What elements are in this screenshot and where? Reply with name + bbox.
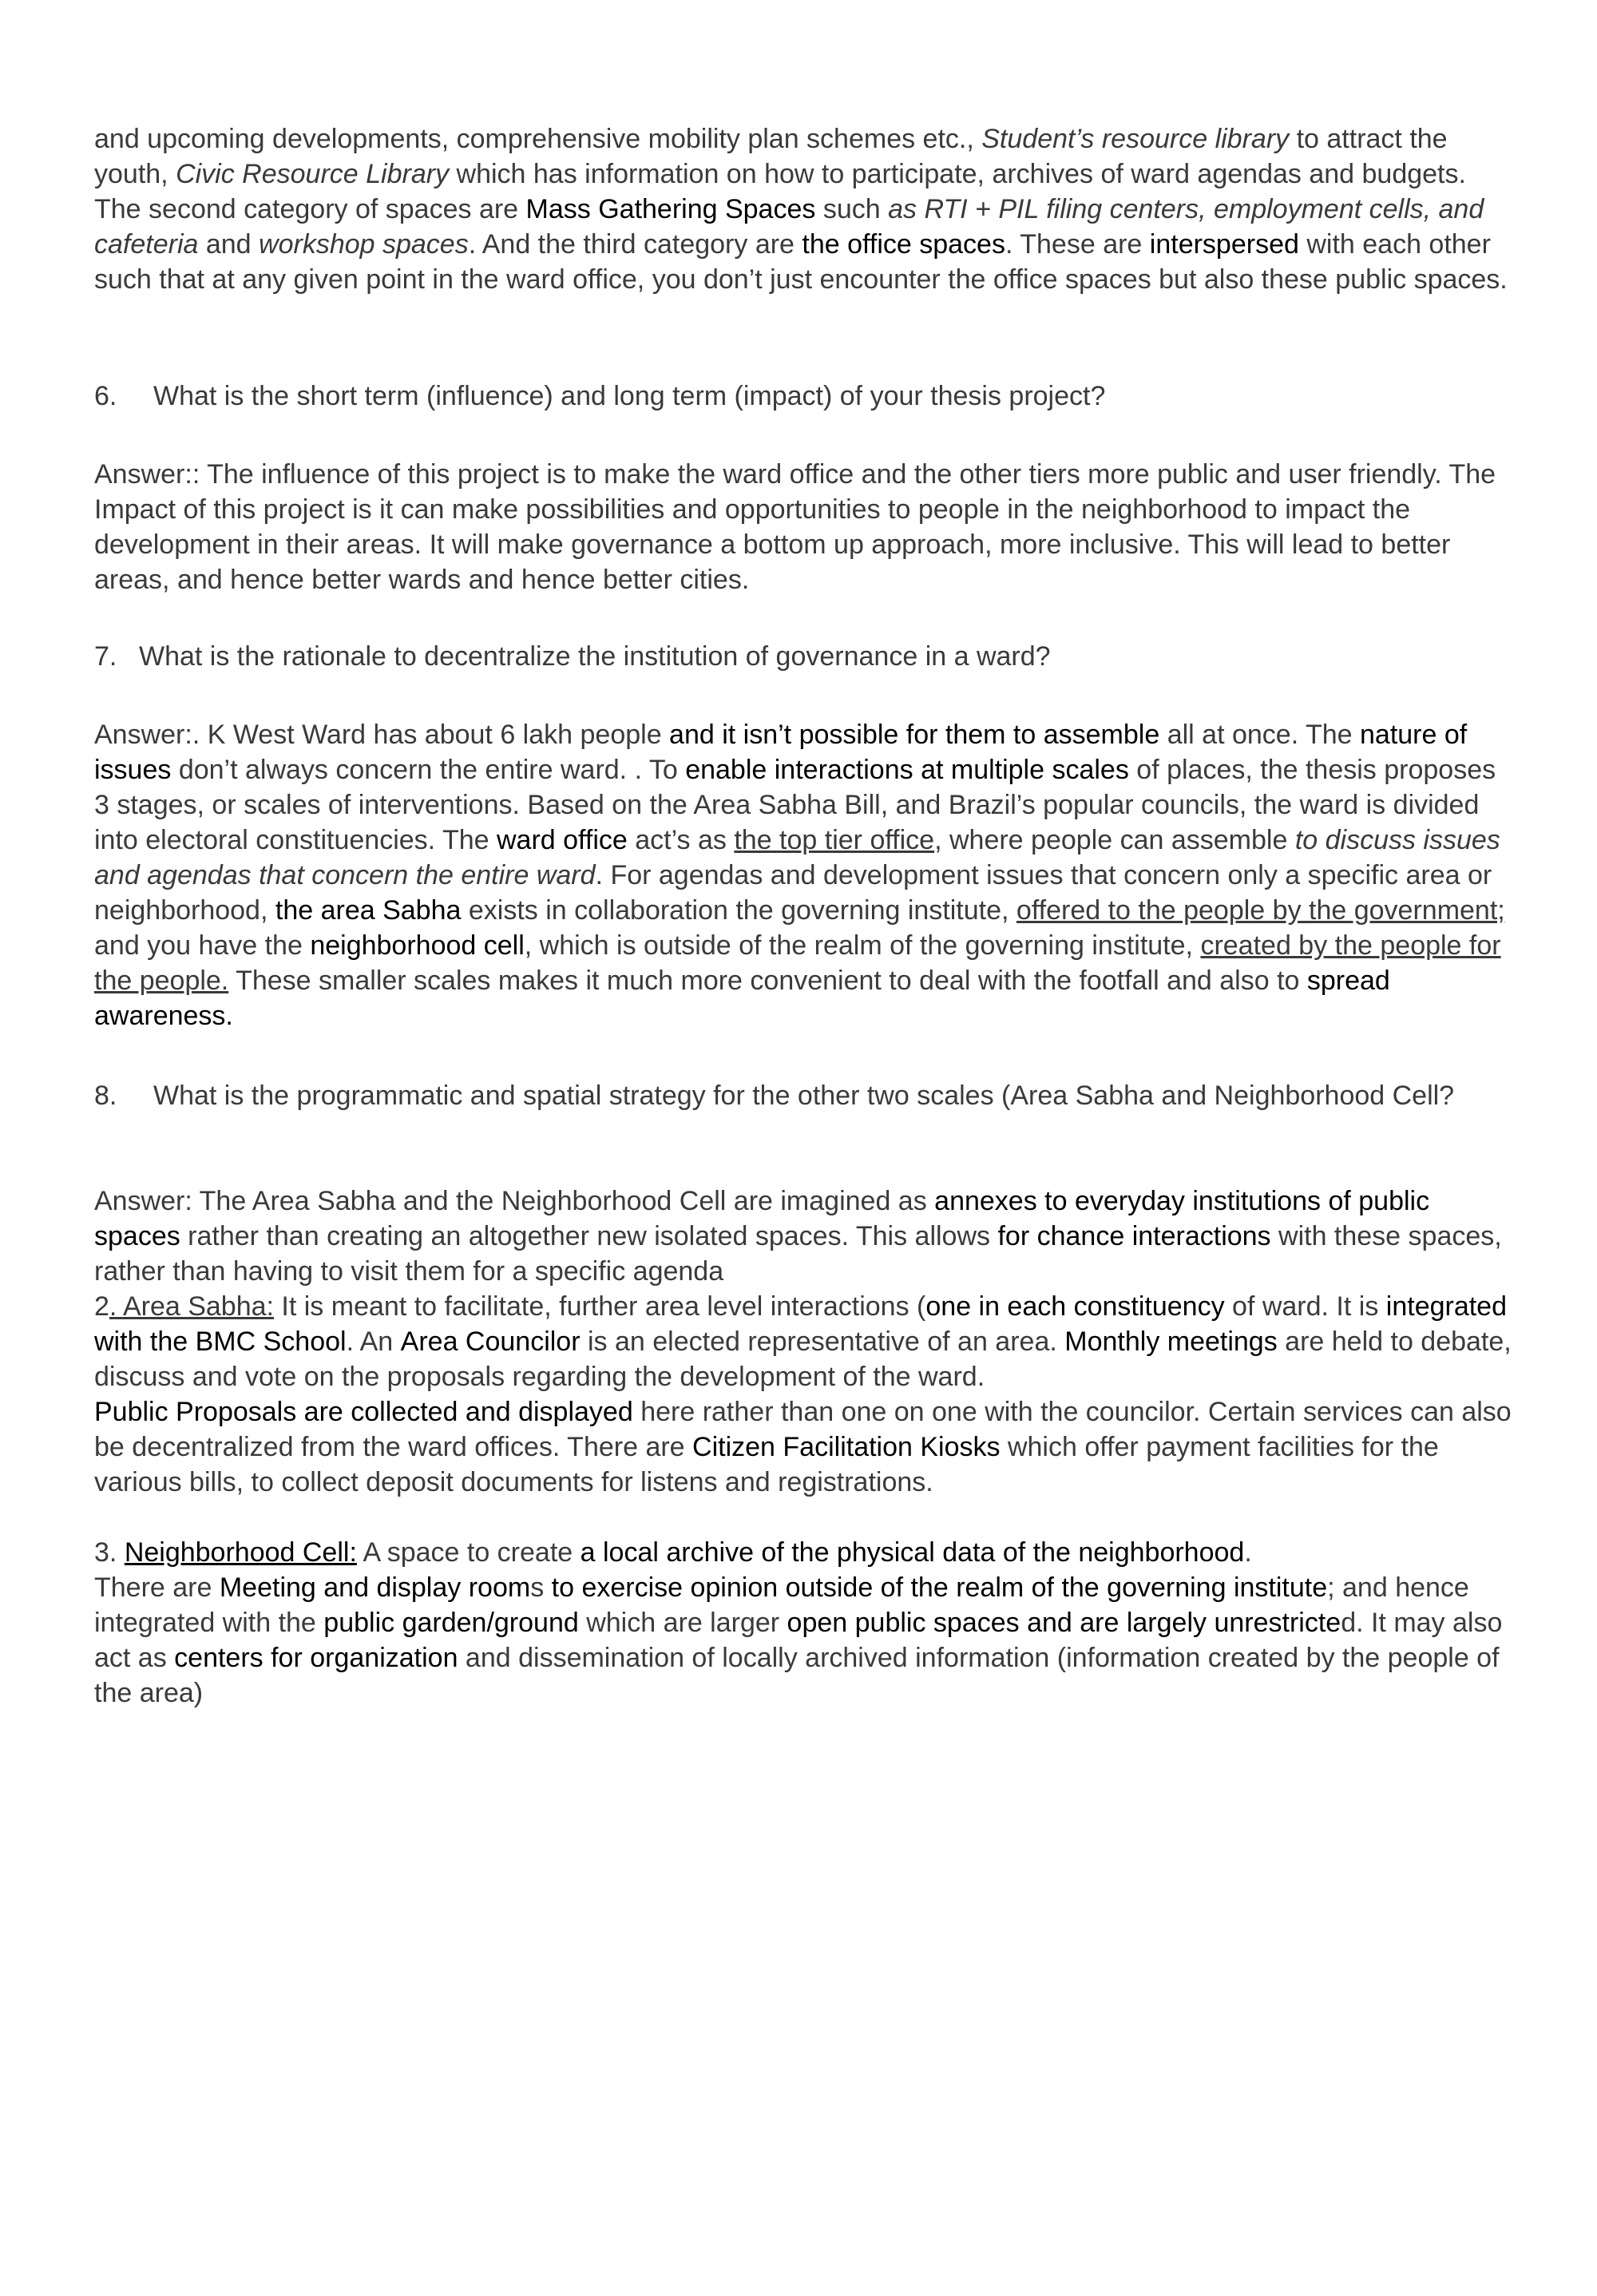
question-text: What is the rationale to decentralize the institution of governance in a ward? [139, 641, 1051, 672]
text-run: and dissemination of locally archived information (information created by the people of the area) [94, 1643, 1500, 1708]
text-run: ; and hence integrated with the [94, 1572, 1469, 1638]
text-run: the office spaces [802, 229, 1005, 260]
text-run: . [1244, 1537, 1252, 1568]
text-run: one in each constituency [925, 1291, 1225, 1322]
text-run: and you have the [94, 930, 311, 961]
text-run: There are [94, 1572, 220, 1603]
text-run: integrated with the BMC School [94, 1291, 1508, 1357]
text-run: as RTI + PIL filing centers, employment cells, and cafeteria [94, 194, 1484, 260]
text-run: which are larger [578, 1608, 787, 1638]
text-run: Citizen Facilitation Kiosks [692, 1432, 1001, 1462]
text-run: enable interactions at multiple scales [685, 755, 1129, 785]
text-run: of places, the thesis proposes 3 stages, or scales of interventions. Based on the Area Sabha Bill, and Brazil’s popular councils, the ward is divided into electoral constituencies. The [94, 755, 1496, 855]
text-run: the area Sabha [275, 895, 462, 926]
text-run: . Area Sabha: [109, 1291, 274, 1322]
text-run: nature of issues [94, 720, 1468, 785]
text-run: . An [346, 1326, 401, 1357]
text-run: ward office [497, 825, 628, 855]
question-number: 6. [94, 381, 117, 411]
text-run: These smaller scales makes it much more convenient to deal with the footfall and also to [228, 966, 1307, 996]
text-run: , where people can assemble [934, 825, 1295, 855]
text-run: Answer: The Area Sabha and the Neighborhood Cell are imagined as [94, 1186, 935, 1216]
text-run: Area Councilor [400, 1326, 581, 1357]
answer-7 [94, 717, 1516, 1033]
text-run: and it isn’t possible for them to assemble [669, 720, 1160, 750]
text-run: . And the third category are [468, 229, 802, 260]
text-run: are held to debate, discuss and vote on the proposals regarding the development of the ward. [94, 1326, 1512, 1392]
text-run: here rather than one on one with the councilor. Certain services can also be decentralized from the ward offices. There are [94, 1397, 1512, 1462]
text-run: , which is outside of the realm of the governing institute, [524, 930, 1201, 961]
text-run: centers for organization [174, 1643, 458, 1673]
text-run: It is meant to facilitate, further area level interactions ( [273, 1291, 926, 1322]
text-run: don’t always concern the entire ward. . To [171, 755, 686, 785]
question-text: What is the short term (influence) and long term (impact) of your thesis project? [153, 381, 1106, 411]
question-number: 8. [94, 1081, 117, 1111]
public-proposals-paragraph [94, 1394, 1516, 1500]
answer-6 [94, 457, 1516, 597]
text-run: Answer:: The influence of this project is to make the ward office and the other tiers more public and user friendly. The Impact of this project is it can make possibilities and opportunities to people in the neighborhood to impact the development in their areas. It will make governance a bottom up approach, more inclusive. This will lead to better areas, and hence better wards and hence better cities. [94, 459, 1496, 595]
text-run: A space to create [356, 1537, 581, 1568]
text-run: . For agendas and development issues that concern only a specific area or neighborhood, [94, 860, 1492, 926]
text-run: which has information on how to participate, archives of ward agendas and budgets. The second category of spaces are [94, 159, 1466, 224]
intro-paragraph [94, 121, 1516, 297]
text-run: public garden/ground [323, 1608, 579, 1638]
text-run: spread awareness. [94, 966, 1390, 1031]
text-run: Neighborhood Cell: [124, 1537, 357, 1568]
text-run: all at once. The [1159, 720, 1360, 750]
text-run: neighborhood cell [310, 930, 525, 961]
answer-8 [94, 1184, 1516, 1711]
text-run: and [198, 229, 260, 260]
text-run: Public Proposals are collected and displayed [94, 1397, 633, 1427]
text-run: . These are [1005, 229, 1150, 260]
text-run: Answer:. K West Ward has about 6 lakh people [94, 720, 670, 750]
text-run: 3. [94, 1537, 125, 1568]
text-run: and upcoming developments, comprehensive mobility plan schemes etc., [94, 124, 982, 154]
text-run: a local archive of the physical data of the neighborhood [580, 1537, 1245, 1568]
text-run: of ward. It is [1224, 1291, 1386, 1322]
text-run: is an elected representative of an area. [580, 1326, 1065, 1357]
text-run: d. It may also act as [94, 1608, 1503, 1673]
text-run: Student’s resource library [981, 124, 1290, 154]
neighborhood-cell-paragraph [94, 1570, 1516, 1711]
text-run: act’s as [627, 825, 735, 855]
area-sabha-paragraph [94, 1289, 1516, 1394]
text-run: annexes to everyday institutions of public spaces [94, 1186, 1430, 1251]
text-run: the top tier office [734, 825, 935, 855]
text-run: Mass Gathering Spaces [525, 194, 816, 224]
text-run: 2 [94, 1291, 109, 1322]
neighborhood-cell-heading [94, 1535, 1516, 1570]
question-text: What is the programmatic and spatial strategy for the other two scales (Area Sabha and Neighborhood Cell? [153, 1081, 1455, 1111]
text-run: Civic Resource Library [176, 159, 450, 189]
text-run: to attract the youth, [94, 124, 1448, 189]
text-run: with these spaces, rather than having to visit them for a specific agenda [94, 1221, 1502, 1287]
answer-8-intro [94, 1184, 1516, 1289]
text-run: rather than creating an altogether new isolated spaces. This allows [180, 1221, 998, 1251]
text-run: workshop spaces [259, 229, 469, 260]
text-run: for chance interactions [997, 1221, 1271, 1251]
text-run: to exercise opinion outside of the realm of the governing institute [551, 1572, 1328, 1603]
text-run: with each other such that at any given point in the ward office, you don’t just encounter the office spaces but also these public spaces. [94, 229, 1508, 295]
text-run: s [530, 1572, 552, 1603]
question-number: 7. [94, 641, 117, 672]
text-run: Meeting and display room [219, 1572, 531, 1603]
text-run: interspersed [1149, 229, 1299, 260]
text-run: created by the people for the people. [94, 930, 1501, 996]
text-run: such [815, 194, 889, 224]
text-run: to discuss issues and agendas that concern the entire ward [94, 825, 1500, 890]
text-run: offered to the people by the government; [1016, 895, 1505, 926]
text-run: open public spaces and are largely unrestricte [787, 1608, 1341, 1638]
text-run: which offer payment facilities for the various bills, to collect deposit documents for listens and registrations. [94, 1432, 1439, 1497]
text-run: Monthly meetings [1064, 1326, 1278, 1357]
text-run: exists in collaboration the governing institute, [461, 895, 1016, 926]
